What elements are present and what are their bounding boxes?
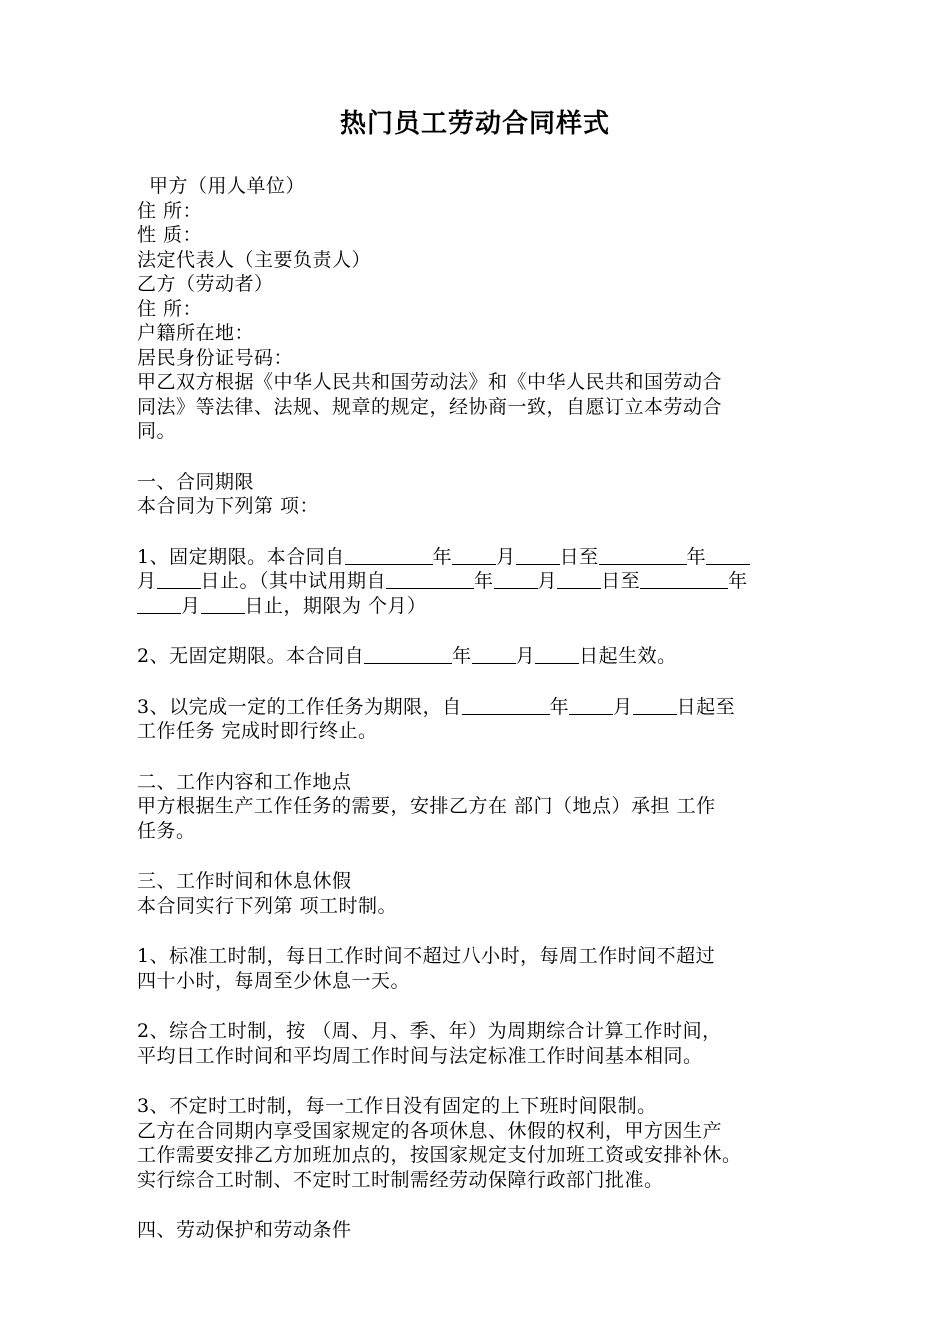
blank-field bbox=[345, 545, 433, 565]
item-text: 年 bbox=[452, 645, 472, 667]
blank-field bbox=[364, 644, 452, 664]
paragraph-gap bbox=[137, 1192, 827, 1218]
item-text: 日止，期限为 个月） bbox=[244, 594, 427, 617]
blank-field bbox=[386, 569, 474, 589]
section2-line: 任务。 bbox=[137, 819, 196, 842]
blank-field bbox=[452, 545, 496, 565]
item-text: 月 bbox=[137, 570, 157, 592]
section1-item1-line2 bbox=[137, 569, 827, 594]
section1-heading: 一、合同期限 bbox=[137, 470, 255, 493]
blank-field bbox=[494, 569, 538, 589]
document-title: 热门员工劳动合同样式 bbox=[339, 109, 610, 139]
section1-item3-line1 bbox=[137, 695, 827, 720]
blank-field bbox=[706, 545, 750, 565]
item-text: 年 bbox=[686, 545, 707, 568]
section3-item2-line: 平均日工作时间和平均周工作时间与法定标准工作时间基本相同。 bbox=[137, 1044, 703, 1067]
section3-heading: 三、工作时间和休息休假 bbox=[137, 870, 352, 892]
blank-field bbox=[462, 695, 550, 715]
party-a-legal-rep: 法定代表人（主要负责人） bbox=[137, 248, 372, 271]
item-text: 年 bbox=[728, 570, 748, 592]
item-text: 日至 bbox=[601, 570, 641, 592]
section3-item3-line: 3、不定时工时制，每一工作日没有固定的上下班时间限制。 bbox=[137, 1095, 657, 1117]
item-text: 月 bbox=[496, 545, 516, 568]
paragraph-gap bbox=[137, 744, 827, 770]
preamble-line: 甲乙双方根据《中华人民共和国劳动法》和《中华人民共和国劳动合 bbox=[137, 371, 723, 393]
item-text: 月 bbox=[613, 695, 633, 718]
section1-intro: 本合同为下列第 项： bbox=[137, 495, 320, 517]
section4-heading: 四、劳动保护和劳动条件 bbox=[137, 1219, 352, 1241]
party-b-household: 户籍所在地： bbox=[137, 322, 255, 344]
item-text: 年 bbox=[474, 570, 494, 592]
section3-item3-line: 工作需要安排乙方加班加点的，按国家规定支付加班工资或安排补休。 bbox=[137, 1144, 742, 1166]
blank-field bbox=[516, 545, 560, 565]
section3-item3-line: 乙方在合同期内享受国家规定的各项休息、休假的权利，甲方因生产 bbox=[137, 1119, 723, 1142]
section1-item3-line2: 工作任务 完成时即行终止。 bbox=[137, 720, 378, 742]
section3-intro: 本合同实行下列第 项工时制。 bbox=[137, 894, 398, 917]
item-text: 月 bbox=[537, 570, 558, 592]
party-b-id-number: 居民身份证号码： bbox=[137, 346, 294, 369]
blank-field bbox=[472, 644, 516, 664]
blank-field bbox=[157, 569, 201, 589]
item-text: 日止。（其中试用期自 bbox=[200, 570, 387, 592]
item-text: 年 bbox=[432, 545, 453, 568]
preamble-line: 同法》等法律、法规、规章的规定，经协商一致，自愿订立本劳动合 bbox=[137, 395, 723, 418]
blank-field bbox=[137, 594, 181, 614]
paragraph-gap bbox=[137, 519, 827, 545]
item-text: 月 bbox=[181, 594, 201, 617]
blank-field bbox=[599, 545, 687, 565]
blank-field bbox=[569, 695, 613, 715]
party-a-nature: 性 质： bbox=[137, 224, 203, 246]
paragraph-gap bbox=[137, 843, 827, 869]
section2-heading: 二、工作内容和工作地点 bbox=[137, 770, 352, 793]
blank-field bbox=[633, 695, 677, 715]
blank-field bbox=[557, 569, 601, 589]
section1-item1-line3 bbox=[137, 594, 827, 619]
blank-field bbox=[640, 569, 728, 589]
item-text: 2、无固定期限。本合同自 bbox=[137, 645, 365, 667]
section3-item1-line: 1、标准工时制，每日工作时间不超过八小时，每周工作时间不超过 bbox=[137, 945, 716, 967]
paragraph-gap bbox=[137, 618, 827, 644]
item-text: 日起生效。 bbox=[579, 645, 677, 667]
party-b-label: 乙方（劳动者） bbox=[137, 273, 274, 295]
item-text: 日起至 bbox=[676, 695, 736, 718]
item-text: 1、固定期限。本合同自 bbox=[137, 545, 345, 568]
party-b-address: 住 所： bbox=[137, 297, 203, 320]
section1-item2 bbox=[137, 644, 827, 669]
party-a-address: 住 所： bbox=[137, 199, 203, 222]
item-text: 年 bbox=[549, 695, 570, 718]
blank-field bbox=[201, 594, 245, 614]
paragraph-gap bbox=[137, 444, 827, 470]
section3-item2-line: 2、综合工时制，按 （周、月、季、年）为周期综合计算工作时间， bbox=[137, 1020, 722, 1042]
preamble-line: 同。 bbox=[137, 420, 177, 442]
section3-item3-line: 实行综合工时制、不定时工时制需经劳动保障行政部门批准。 bbox=[137, 1168, 664, 1191]
item-text: 3、以完成一定的工作任务为期限，自 bbox=[137, 695, 462, 718]
paragraph-gap bbox=[137, 918, 827, 944]
section1-item1-line1 bbox=[137, 545, 827, 570]
item-text: 日至 bbox=[559, 545, 599, 568]
blank-field bbox=[535, 644, 579, 664]
section3-item1-line: 四十小时，每周至少休息一天。 bbox=[137, 969, 411, 992]
party-a-label: 甲方（用人单位） bbox=[149, 175, 306, 197]
paragraph-gap bbox=[137, 993, 827, 1019]
item-text: 月 bbox=[515, 645, 536, 667]
section2-line: 甲方根据生产工作任务的需要，安排乙方在 部门（地点）承担 工作 bbox=[137, 795, 716, 817]
paragraph-gap bbox=[137, 1068, 827, 1094]
paragraph-gap bbox=[137, 669, 827, 695]
document-body bbox=[137, 174, 827, 1243]
